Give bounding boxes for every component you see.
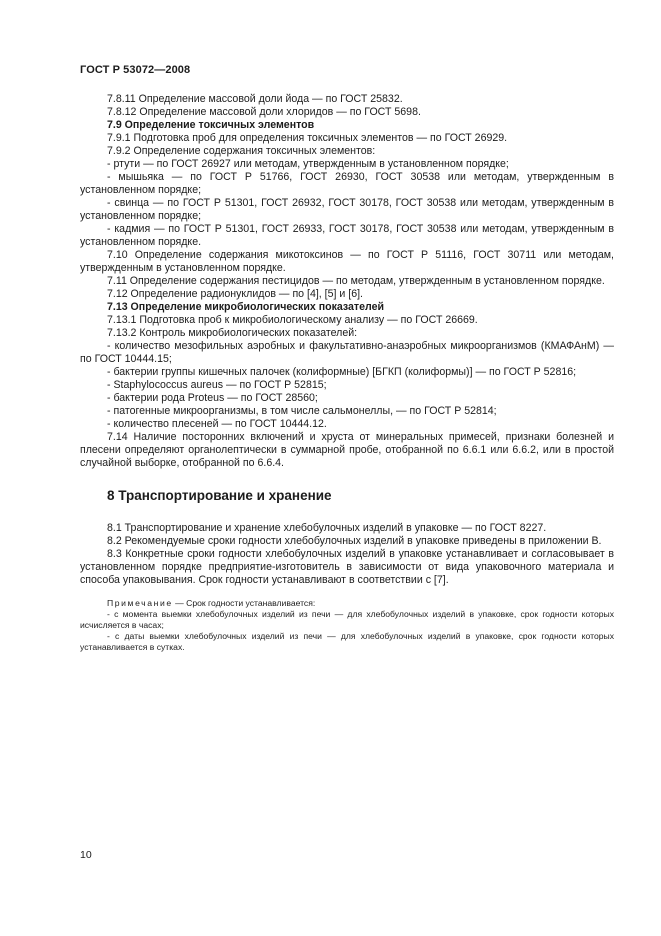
- heading-7-9: 7.9 Определение токсичных элементов: [107, 119, 315, 131]
- paragraph-7-10: 7.10 Определение содержания микотоксинов — по ГОСТ Р 51116, ГОСТ 30711 или методам, утвержденным в установленном порядке.: [80, 249, 614, 274]
- note: [80, 598, 614, 609]
- paragraph-7-13-2: 7.13.2 Контроль микробиологических показателей:: [107, 327, 358, 339]
- page-number: 10: [80, 849, 92, 861]
- note-label: Примечание: [107, 598, 173, 608]
- paragraph-7-12: 7.12 Определение радионуклидов — по [4], [5] и [6].: [107, 288, 363, 300]
- list-item-mercury: - ртути — по ГОСТ 26927 или методам, утвержденным в установленном порядке;: [107, 158, 509, 170]
- paragraph-7-9-1: 7.9.1 Подготовка проб для определения токсичных элементов — по ГОСТ 26929.: [107, 132, 508, 144]
- paragraph-8-1: 8.1 Транспортирование и хранение хлебобулочных изделий в упаковке — по ГОСТ 8227.: [107, 522, 547, 534]
- page-content: [80, 93, 614, 653]
- paragraph-7-9-2: 7.9.2 Определение содержания токсичных элементов:: [107, 145, 376, 157]
- paragraph-7-8-12: 7.8.12 Определение массовой доли хлоридов — по ГОСТ 5698.: [107, 106, 421, 118]
- list-item-staphylococcus: - Staphylococcus aureus — по ГОСТ Р 52815;: [107, 379, 327, 391]
- paragraph-7-13-1: 7.13.1 Подготовка проб к микробиологическому анализу — по ГОСТ 26669.: [107, 314, 478, 326]
- list-item-bgkp: - бактерии группы кишечных палочек (колиформные) [БГКП (колиформы)] — по ГОСТ Р 52816;: [107, 366, 577, 378]
- list-item-cadmium: - кадмия — по ГОСТ Р 51301, ГОСТ 26933, ГОСТ 30178, ГОСТ 30538 или методам, утвержденным в установленном порядке.: [80, 223, 614, 248]
- note-text: — Срок годности устанавливается:: [172, 598, 316, 608]
- section-8-title: 8 Транспортирование и хранение: [107, 488, 332, 503]
- heading-7-13: 7.13 Определение микробиологических показателей: [107, 301, 384, 313]
- list-item-arsenic: - мышьяка — по ГОСТ Р 51766, ГОСТ 26930, ГОСТ 30538 или методам, утвержденным в установленном порядке;: [80, 171, 614, 196]
- list-item-lead: - свинца — по ГОСТ Р 51301, ГОСТ 26932, ГОСТ 30178, ГОСТ 30538 или методам, утвержденным в установленном порядке;: [80, 197, 614, 222]
- paragraph-7-8-11: 7.8.11 Определение массовой доли йода — по ГОСТ 25832.: [107, 93, 403, 105]
- list-item-molds: - количество плесеней — по ГОСТ 10444.12.: [107, 418, 327, 430]
- paragraph-8-2: 8.2 Рекомендуемые сроки годности хлебобулочных изделий в упаковке приведены в приложении В.: [107, 535, 602, 547]
- list-item-proteus: - бактерии рода Proteus — по ГОСТ 28560;: [107, 392, 318, 404]
- note-item-hours: - с момента выемки хлебобулочных изделий из печи — для хлебобулочных изделий в упаковке, срок годности которых исчисляется в часах;: [80, 609, 614, 630]
- paragraph-7-14: 7.14 Наличие посторонних включений и хруста от минеральных примесей, признаки болезней и плесени определяют органолептически в суммарной пробе, отобранной по 6.6.1 или 6.6.2, или в простой случайной выборке, отобранной по 6.6.4.: [80, 431, 614, 469]
- note-item-days: - с даты выемки хлебобулочных изделий из печи — для хлебобулочных изделий в упаковке, срок годности которых устанавливается в сутках.: [80, 631, 614, 652]
- list-item-kmafanm: - количество мезофильных аэробных и факультативно-анаэробных микроорганизмов (КМАФАнМ) — по ГОСТ 10444.15;: [80, 340, 614, 365]
- standard-header: ГОСТ Р 53072—2008: [80, 64, 191, 76]
- paragraph-7-11: 7.11 Определение содержания пестицидов — по методам, утвержденным в установленном порядке.: [107, 275, 605, 287]
- paragraph-8-3: 8.3 Конкретные сроки годности хлебобулочных изделий в упаковке устанавливает и согласовывает в установленном порядке предприятие-изготовитель в зависимости от вида упаковочного материала и способа упаковывания. Срок годности устанавливают в соответствии с [7].: [80, 548, 614, 586]
- list-item-pathogens: - патогенные микроорганизмы, в том числе сальмонеллы, — по ГОСТ Р 52814;: [107, 405, 497, 417]
